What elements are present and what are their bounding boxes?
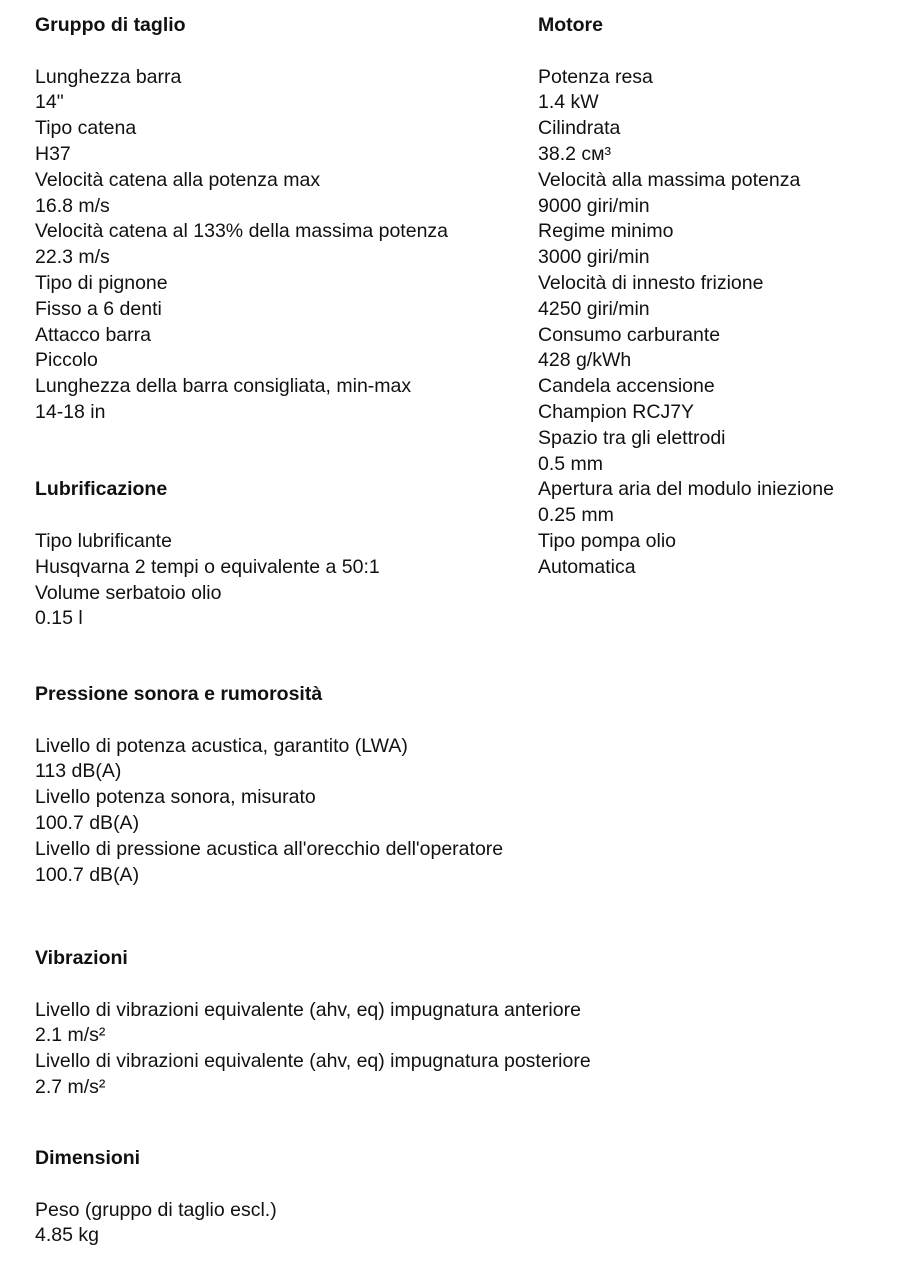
spec-value: 113 dB(A)	[35, 760, 122, 783]
dimensions-title: Dimensioni	[35, 1147, 141, 1169]
dimensions-section	[35, 1146, 895, 1249]
spec-value: Husqvarna 2 tempi o equivalente a 50:1	[35, 555, 380, 578]
spec-value: 0.5 mm	[538, 452, 604, 475]
engine-title: Motore	[538, 14, 603, 36]
lubrication-title: Lubrificazione	[35, 478, 168, 501]
spec-label: Peso (gruppo di taglio escl.)	[35, 1198, 277, 1221]
spec-label: Candela accensione	[538, 375, 715, 398]
spec-value: 9000 giri/min	[538, 194, 650, 217]
spec-label: Potenza resa	[538, 65, 653, 88]
vibration-section	[35, 946, 895, 1101]
spec-label: Attacco barra	[35, 323, 151, 346]
cutting-spec-list	[35, 65, 515, 426]
spec-label: Spazio tra gli elettrodi	[538, 426, 726, 449]
lubrication-section	[35, 477, 515, 632]
spec-label: Regime minimo	[538, 220, 674, 243]
spec-value: 100.7 dB(A)	[35, 811, 140, 834]
spec-label: Livello di pressione acustica all'orecchio dell'operatore	[35, 837, 504, 860]
spec-value: 14"	[35, 91, 64, 114]
spec-value: Fisso a 6 denti	[35, 297, 162, 320]
spec-value: 22.3 m/s	[35, 246, 110, 269]
spec-value: 1.4 kW	[538, 91, 599, 114]
spec-value: 2.7 m/s²	[35, 1075, 106, 1098]
noise-section	[35, 682, 895, 888]
spec-value: 4250 giri/min	[538, 297, 650, 320]
spec-label: Velocità catena alla potenza max	[35, 168, 321, 191]
spec-label: Livello potenza sonora, misurato	[35, 786, 316, 809]
spec-value: Champion RCJ7Y	[538, 400, 695, 423]
spec-label: Livello di vibrazioni equivalente (ahv, eq) impugnatura anteriore	[35, 998, 581, 1021]
spec-label: Tipo lubrificante	[35, 529, 172, 552]
spec-label: Tipo pompa olio	[538, 529, 677, 552]
spec-value: 0.15 l	[35, 607, 83, 630]
spec-value: 3000 giri/min	[538, 246, 650, 269]
spec-label: Livello di potenza acustica, garantito (LWA)	[35, 734, 408, 757]
spec-value: Piccolo	[35, 349, 98, 372]
cutting-section	[35, 13, 515, 632]
noise-title: Pressione sonora e rumorosità	[35, 683, 323, 705]
cutting-title: Gruppo di taglio	[35, 14, 186, 36]
spec-label: Consumo carburante	[538, 323, 721, 346]
spec-value: H37	[35, 142, 71, 165]
spec-value: 14-18 in	[35, 400, 106, 423]
spec-value: 100.7 dB(A)	[35, 863, 140, 886]
spec-value: Automatica	[538, 555, 636, 578]
vibration-title: Vibrazioni	[35, 947, 128, 969]
spec-label: Lunghezza della barra consigliata, min-max	[35, 375, 412, 398]
engine-section	[538, 13, 898, 581]
spec-value: 4.85 kg	[35, 1224, 99, 1247]
spec-label: Velocità di innesto frizione	[538, 271, 764, 294]
spec-label: Velocità catena al 133% della massima potenza	[35, 220, 449, 243]
spec-value: 2.1 m/s²	[35, 1024, 106, 1047]
spec-label: Volume serbatoio olio	[35, 581, 222, 604]
spec-value: 0.25 mm	[538, 504, 614, 527]
spec-label: Apertura aria del modulo iniezione	[538, 478, 834, 501]
spec-label: Velocità alla massima potenza	[538, 168, 801, 191]
engine-spec-list	[538, 65, 898, 581]
spec-value: 428 g/kWh	[538, 349, 632, 372]
spec-label: Tipo di pignone	[35, 271, 168, 294]
spec-label: Lunghezza barra	[35, 65, 182, 88]
spec-value: 16.8 m/s	[35, 194, 110, 217]
spec-label: Cilindrata	[538, 117, 621, 140]
spec-label: Tipo catena	[35, 117, 137, 140]
spec-value: 38.2 см³	[538, 142, 612, 165]
spec-label: Livello di vibrazioni equivalente (ahv, eq) impugnatura posteriore	[35, 1050, 591, 1073]
